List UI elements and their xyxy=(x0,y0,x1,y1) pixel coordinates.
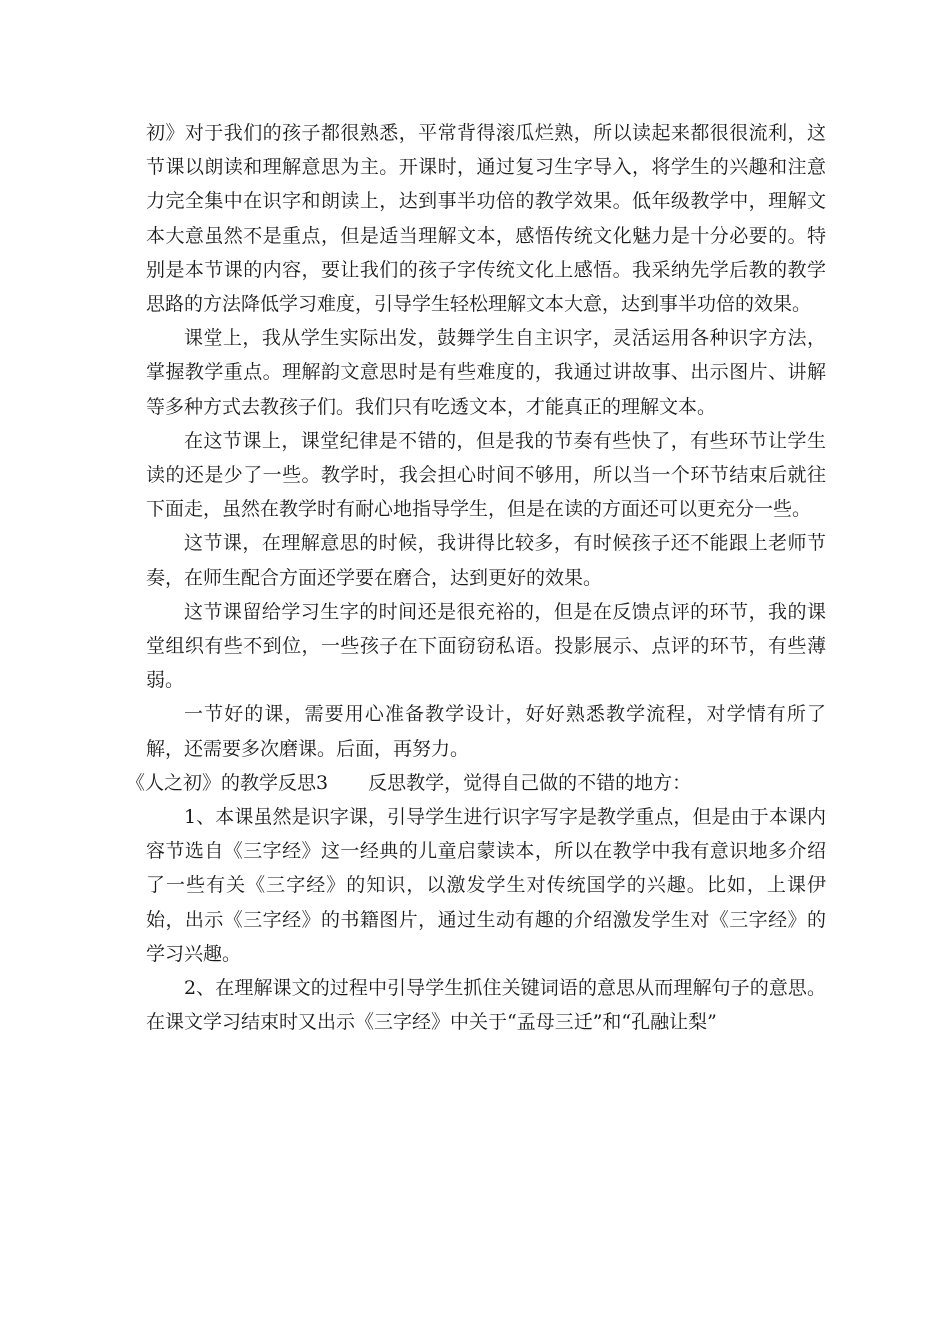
point-item: 2、在理解课文的过程中引导学生抓住关键词语的意思从而理解句子的意思。在课文学习结束时又出示《三字经》中关于“孟母三迁”和“孔融让梨” xyxy=(146,977,826,1034)
paragraph-discipline: 在这节课上，课堂纪律是不错的，但是我的节奏有些快了，有些环节让学生读的还是少了一些。教学时，我会担心时间不够用，所以当一个环节结束后就往下面走，虽然在教学时有耐心地指导学生，但是在读的方面还可以更充分一些。 xyxy=(146,429,826,521)
paragraph-feedback: 这节课留给学习生字的时间还是很充裕的，但是在反馈点评的环节，我的课堂组织有些不到位，一些孩子在下面窃窃私语。投影展示、点评的环节，有些薄弱。 xyxy=(146,600,826,692)
point-item: 1、本课虽然是识字课，引导学生进行识字写字是教学重点，但是由于本课内容节选自《三字经》这一经典的儿童启蒙读本，所以在教学中我有意识地多介绍了一些有关《三字经》的知识，以激发学生对传统国学的兴趣。比如，上课伊始，出示《三字经》的书籍图片，通过生动有趣的介绍激发学生对《三字经》的学习兴趣。 xyxy=(146,806,826,965)
section-heading xyxy=(126,766,826,800)
paragraph-conclusion: 一节好的课，需要用心准备教学设计，好好熟悉教学流程，对学情有所了解，还需要多次磨课。后面，再努力。 xyxy=(146,703,826,760)
paragraph-explaining: 这节课，在理解意思的时候，我讲得比较多，有时候孩子还不能跟上老师节奏，在师生配合方面还学要在磨合，达到更好的效果。 xyxy=(146,532,826,589)
document-body xyxy=(126,116,826,1039)
section-title: 《人之初》的教学反思3 xyxy=(126,771,329,794)
paragraph-continued: 初》对于我们的孩子都很熟悉，平常背得滚瓜烂熟，所以读起来都很很流利，这节课以朗读和理解意思为主。开课时，通过复习生字导入，将学生的兴趣和注意力完全集中在识字和朗读上，达到事半功倍的教学效果。低年级教学中，理解文本大意虽然不是重点，但是适当理解文本，感悟传统文化魅力是十分必要的。特别是本节课的内容，要让我们的孩子字传统文化上感悟。我采纳先学后教的教学思路的方法降低学习难度，引导学生轻松理解文本大意，达到事半功倍的效果。 xyxy=(146,122,826,316)
paragraph-classroom: 课堂上，我从学生实际出发，鼓舞学生自主识字，灵活运用各种识字方法，掌握教学重点。理解韵文意思时是有些难度的，我通过讲故事、出示图片、讲解等多种方式去教孩子们。我们只有吃透文本，才能真正的理解文本。 xyxy=(146,327,826,418)
section-intro: 反思教学，觉得自己做的不错的地方： xyxy=(368,771,692,794)
